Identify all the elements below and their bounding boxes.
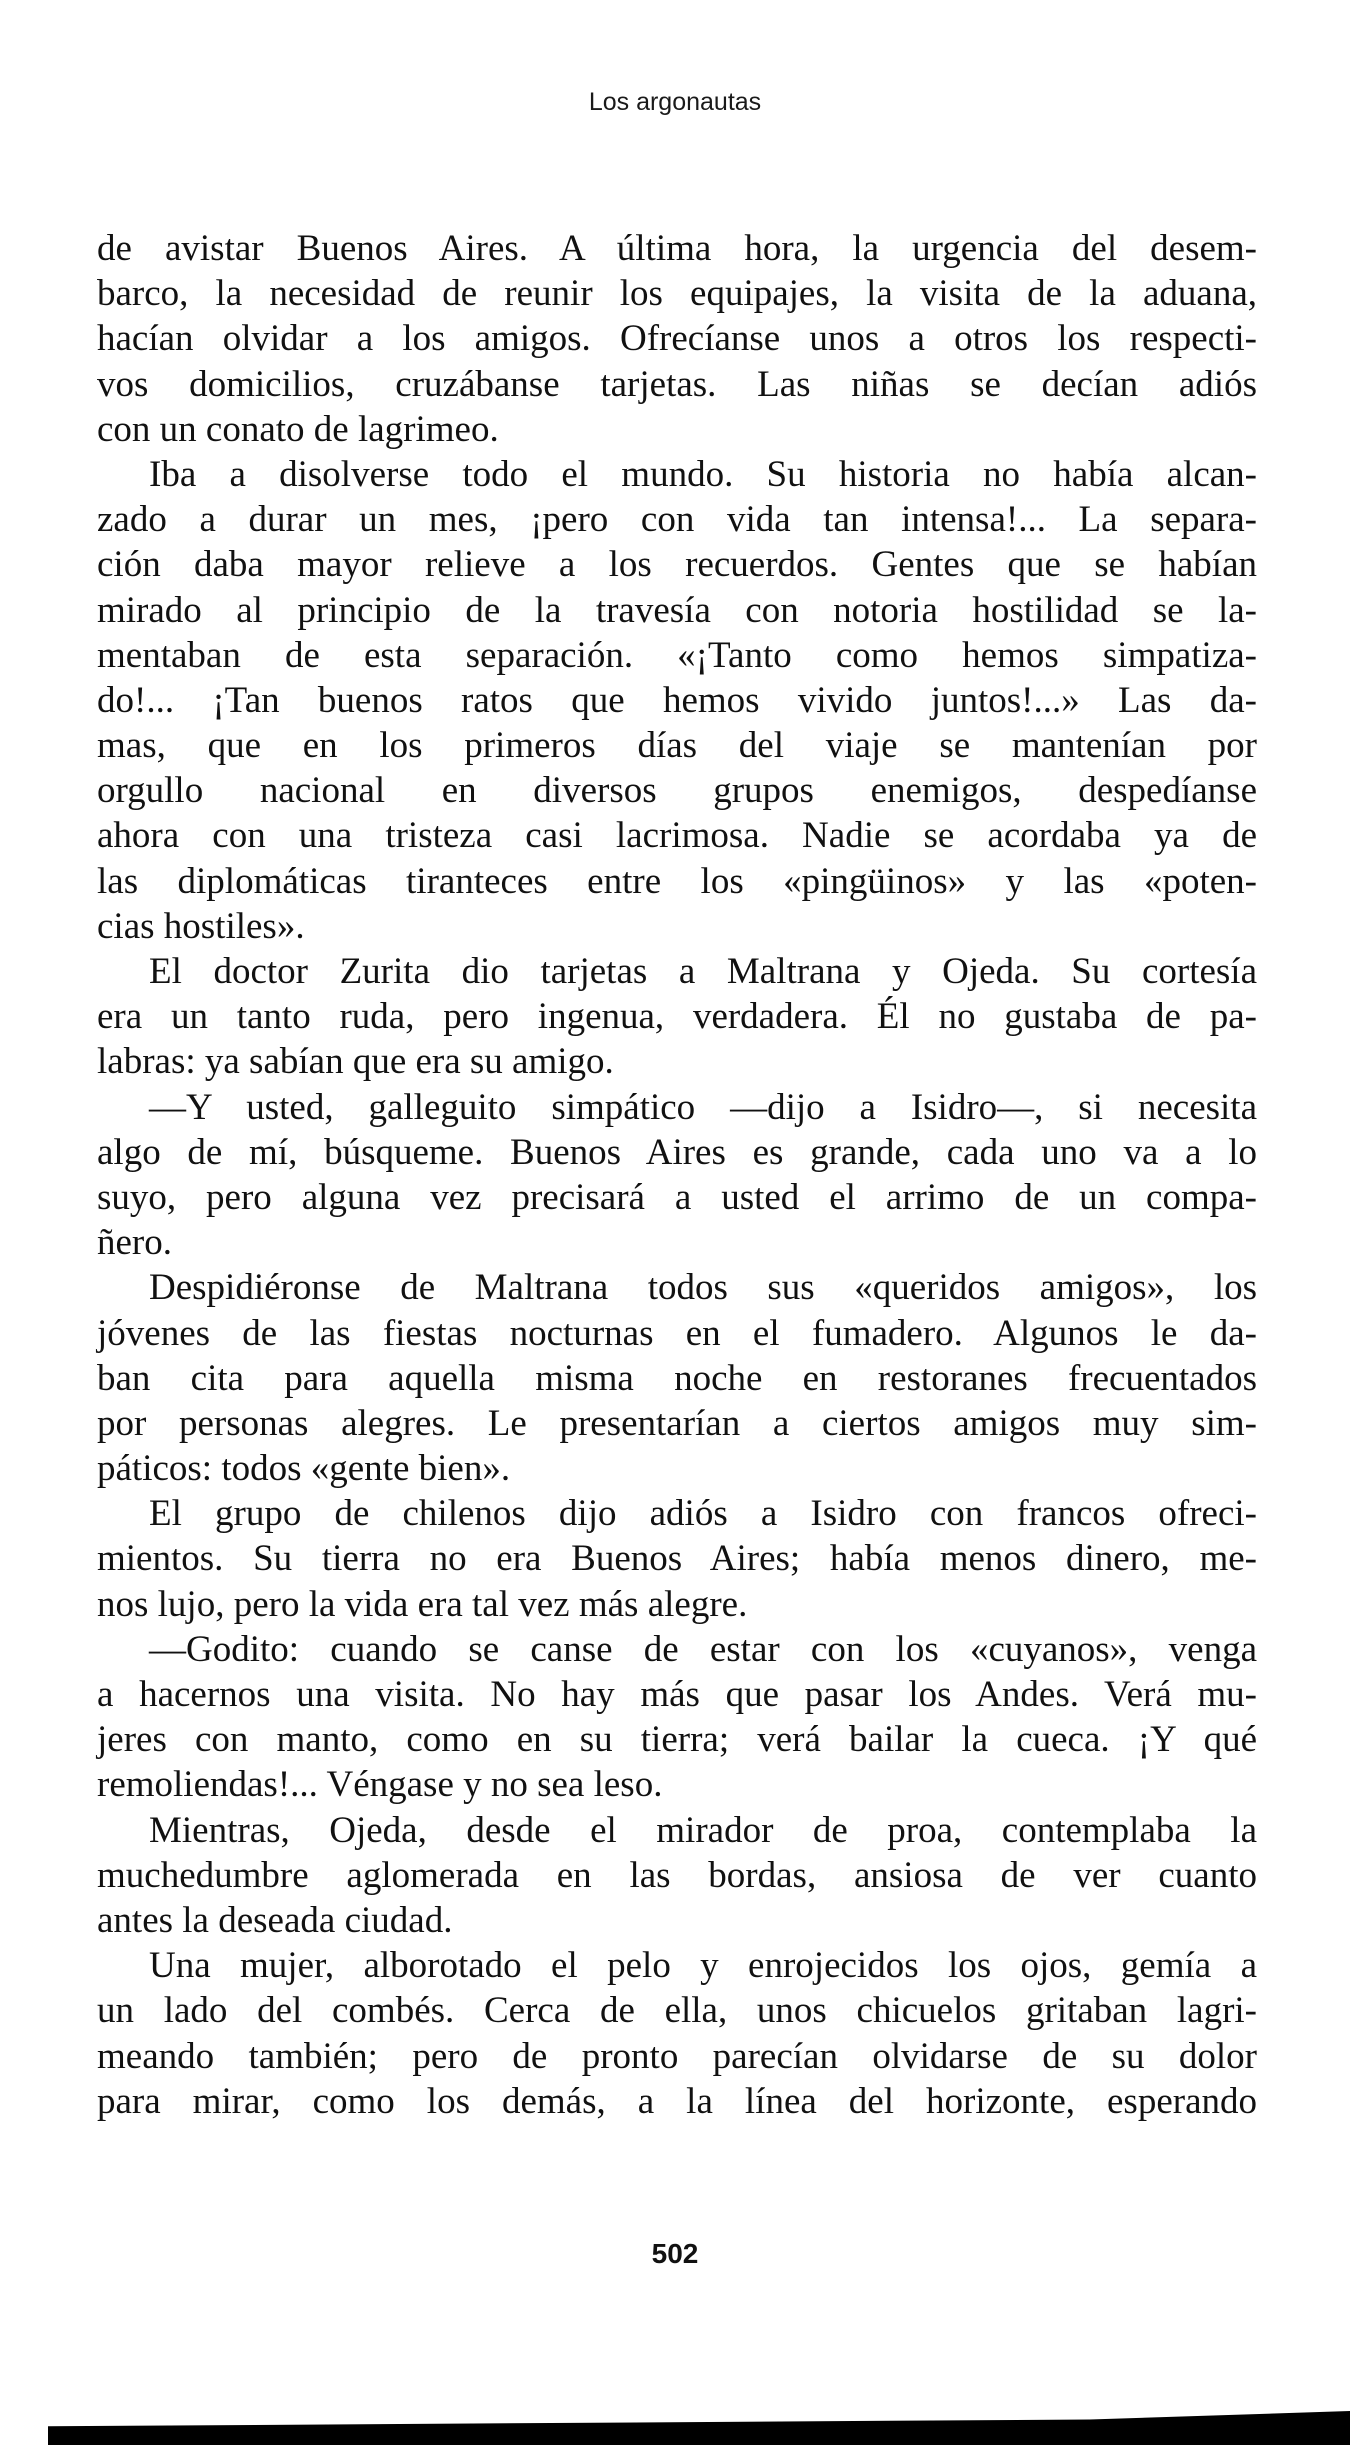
text-line: El doctor Zurita dio tarjetas a Maltrana y Ojeda. Su cortesía [149,951,1257,992]
text-line: muchedumbre aglomerada en las bordas, ansiosa de ver cuanto [97,1854,1257,1896]
scan-edge-shadow [48,2411,1350,2445]
text-line: ñero. [97,1222,172,1264]
text-line: mirado al principio de la travesía con notoria hostilidad se la- [97,589,1257,631]
text-line: era un tanto ruda, pero ingenua, verdadera. Él no gustaba de pa- [97,996,1257,1038]
text-line: Mientras, Ojeda, desde el mirador de proa, contemplaba la [149,1809,1257,1851]
text-line: para mirar, como los demás, a la línea del horizonte, esperando [97,2080,1257,2122]
text-line: ban cita para aquella misma noche en restoranes frecuentados [97,1357,1257,1399]
text-line: un lado del combés. Cerca de ella, unos chicuelos gritaban lagri- [97,1990,1257,2032]
text-line: —Y usted, galleguito simpático —dijo a Isidro—, si necesita [149,1086,1257,1128]
running-header: Los argonautas [588,88,762,116]
text-line: ahora con una tristeza casi lacrimosa. Nadie se acordaba ya de [97,815,1257,857]
text-line: de avistar Buenos Aires. A última hora, la urgencia del desem- [97,228,1257,269]
text-line: —Godito: cuando se canse de estar con los «cuyanos», venga [149,1628,1257,1670]
text-line: vos domicilios, cruzábanse tarjetas. Las niñas se decían adiós [97,363,1257,405]
text-line: mas, que en los primeros días del viaje se mantenían por [97,725,1257,767]
text-line: nos lujo, pero la vida era tal vez más alegre. [97,1583,748,1625]
text-line: ción daba mayor relieve a los recuerdos. Gentes que se habían [97,544,1257,586]
text-line: por personas alegres. Le presentarían a ciertos amigos muy sim- [97,1402,1257,1444]
text-line: algo de mí, búsqueme. Buenos Aires es grande, cada uno va a lo [97,1131,1257,1173]
text-line: cias hostiles». [97,905,305,947]
text-line: páticos: todos «gente bien». [97,1448,511,1490]
text-line: a hacernos una visita. No hay más que pasar los Andes. Verá mu- [97,1674,1257,1715]
text-line: hacían olvidar a los amigos. Ofrecíanse unos a otros los respecti- [97,318,1257,360]
text-line: El grupo de chilenos dijo adiós a Isidro con francos ofreci- [149,1493,1257,1535]
text-line: zado a durar un mes, ¡pero con vida tan intensa!... La separa- [97,499,1257,541]
text-line: con un conato de lagrimeo. [97,408,499,450]
text-line: meando también; pero de pronto parecían olvidarse de su dolor [97,2035,1257,2077]
body-text [97,226,1257,2124]
text-line: mentaban de esta separación. «¡Tanto como hemos simpatiza- [97,634,1257,676]
text-line: labras: ya sabían que era su amigo. [97,1041,614,1083]
text-line: barco, la necesidad de reunir los equipajes, la visita de la aduana, [97,273,1257,315]
text-line: jóvenes de las fiestas nocturnas en el fumadero. Algunos le da- [97,1312,1257,1354]
text-line: Iba a disolverse todo el mundo. Su historia no había alcan- [149,453,1257,495]
text-line: do!... ¡Tan buenos ratos que hemos vivido juntos!...» Las da- [97,679,1257,721]
text-line: las diplomáticas tiranteces entre los «pingüinos» y las «poten- [97,860,1257,902]
text-line: Despidiéronse de Maltrana todos sus «queridos amigos», los [149,1267,1257,1309]
text-line: mientos. Su tierra no era Buenos Aires; había menos dinero, me- [97,1538,1257,1580]
text-line: jeres con manto, como en su tierra; verá bailar la cueca. ¡Y qué [97,1719,1257,1761]
text-line: orgullo nacional en diversos grupos enemigos, despedíanse [97,770,1257,812]
text-line: suyo, pero alguna vez precisará a usted el arrimo de un compa- [97,1176,1257,1218]
page-number: 502 [651,2238,699,2269]
text-line: antes la deseada ciudad. [97,1899,453,1941]
text-line: remoliendas!... Véngase y no sea leso. [97,1764,663,1806]
text-line: Una mujer, alborotado el pelo y enrojecidos los ojos, gemía a [149,1945,1257,1987]
